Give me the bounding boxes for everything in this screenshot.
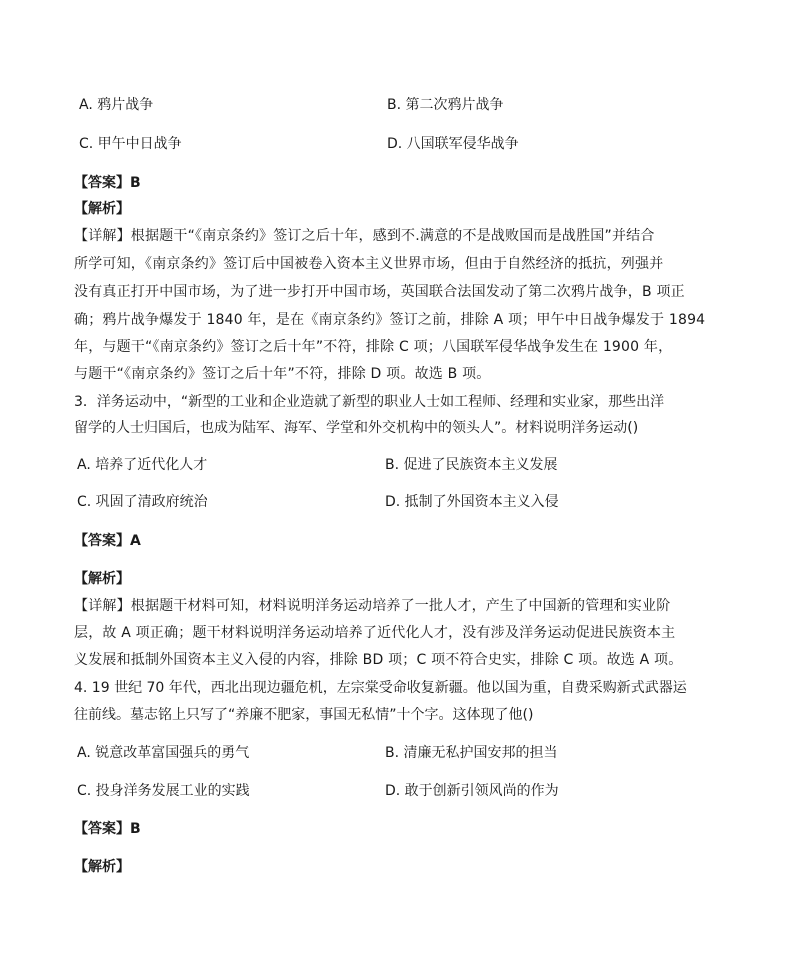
q4-option-c: C. 投身洋务发展工业的实践 — [77, 783, 250, 799]
q2-analysis-line: 与题干“《南京条约》签订之后十年”不符，排除 D 项。故选 B 项。 — [74, 366, 491, 382]
q2-analysis-line: 所学可知，《南京条约》签订后中国被卷入资本主义世界市场，但由于自然经济的抵抗，列强并 — [74, 256, 664, 272]
q3-stem-line: 3．洋务运动中，“新型的工业和企业造就了新型的职业人士如工程师、经理和实业家，那些出洋 — [74, 394, 665, 410]
q2-option-c: C. 甲午中日战争 — [79, 136, 182, 152]
q4-stem-line: 往前线。墓志铭上只写了“养廉不肥家，事国无私情”十个字。这体现了他() — [74, 707, 534, 723]
q2-analysis-label: 【解析】 — [74, 201, 130, 217]
q2-analysis-line: 确；鸦片战争爆发于 1840 年，是在《南京条约》签订之前，排除 A 项；甲午中日战争爆发于 1894 — [74, 312, 706, 328]
q3-analysis-label: 【解析】 — [74, 571, 130, 587]
q3-analysis-line: 义发展和抵制外国资本主义入侵的内容，排除 BD 项；C 项不符合史实，排除 C 项。故选 A 项。 — [74, 652, 683, 668]
q4-option-b: B. 清廉无私护国安邦的担当 — [385, 745, 558, 761]
q2-option-d: D. 八国联军侵华战争 — [387, 136, 519, 152]
q4-stem-line: 4. 19 世纪 70 年代，西北出现边疆危机，左宗棠受命收复新疆。他以国为重，自费采购新式武器运 — [74, 680, 687, 696]
q3-option-a: A. 培养了近代化人才 — [77, 457, 208, 473]
q3-analysis-line: 【详解】根据题干材料可知，材料说明洋务运动培养了一批人才，产生了中国新的管理和实业阶 — [74, 598, 671, 614]
q2-analysis-line: 没有真正打开中国市场，为了进一步打开中国市场，英国联合法国发动了第二次鸦片战争，B 项正 — [74, 284, 685, 300]
q3-analysis-line: 层，故 A 项正确；题干材料说明洋务运动培养了近代化人才，没有涉及洋务运动促进民族资本主 — [74, 625, 676, 641]
q4-analysis-label: 【解析】 — [74, 859, 130, 875]
q4-answer: 【答案】B — [74, 821, 141, 837]
q4-option-a: A. 锐意改革富国强兵的勇气 — [77, 745, 250, 761]
q3-stem-line: 留学的人士归国后，也成为陆军、海军、学堂和外交机构中的领头人”。材料说明洋务运动() — [74, 420, 639, 436]
q2-option-a: A. 鸦片战争 — [79, 97, 154, 113]
q2-analysis-line: 年，与题干“《南京条约》签订之后十年”不符，排除 C 项；八国联军侵华战争发生在 1900 年， — [74, 339, 673, 355]
q3-option-d: D. 抵制了外国资本主义入侵 — [385, 494, 559, 510]
q3-answer: 【答案】A — [74, 533, 141, 549]
q3-option-c: C. 巩固了清政府统治 — [77, 494, 208, 510]
q3-option-b: B. 促进了民族资本主义发展 — [385, 457, 558, 473]
q2-answer: 【答案】B — [74, 175, 141, 191]
q4-option-d: D. 敢于创新引领风尚的作为 — [385, 783, 559, 799]
q2-option-b: B. 第二次鸦片战争 — [387, 97, 504, 113]
q2-analysis-line: 【详解】根据题干“《南京条约》签订之后十年，感到不.满意的不是战败国而是战胜国”并结合 — [74, 228, 655, 244]
